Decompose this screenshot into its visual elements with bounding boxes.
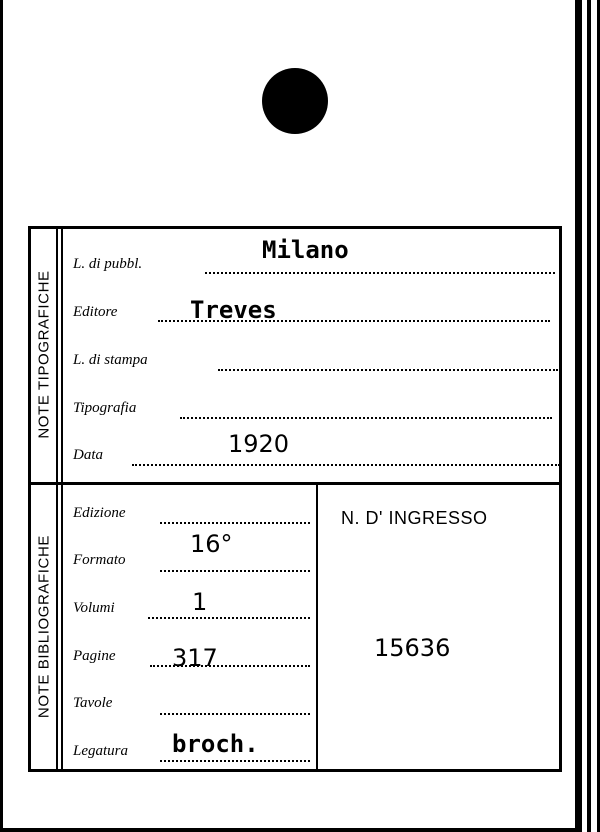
- field-line-luogo-pubbl: [205, 272, 555, 274]
- label-luogo-stampa: L. di stampa: [73, 352, 148, 368]
- value-legatura: broch.: [172, 730, 259, 758]
- side-label-bibliografiche: NOTE BIBLIOGRAFICHE: [35, 534, 53, 719]
- label-legatura: Legatura: [73, 743, 129, 759]
- side-rule: [56, 485, 58, 769]
- field-line-legatura: [160, 760, 310, 762]
- label-edizione: Edizione: [73, 505, 126, 521]
- field-line-data: [132, 464, 560, 466]
- ingresso-title: N. D' INGRESSO: [341, 508, 488, 528]
- value-luogo-pubbl: Milano: [262, 236, 349, 264]
- field-line-tavole: [160, 713, 310, 715]
- value-volumi: 1: [192, 588, 208, 616]
- label-volumi: Volumi: [73, 600, 115, 616]
- value-pagine: 317: [172, 644, 218, 672]
- side-label-tipografiche: NOTE TIPOGRAFICHE: [35, 270, 53, 439]
- label-editore: Editore: [73, 304, 118, 320]
- value-formato: 16°: [190, 530, 233, 558]
- field-line-volumi: [148, 617, 310, 619]
- field-line-formato: [160, 570, 310, 572]
- punch-hole: [262, 68, 328, 134]
- label-tavole: Tavole: [73, 695, 113, 711]
- field-line-luogo-stampa: [218, 369, 558, 371]
- ingresso-number: 15636: [374, 634, 451, 662]
- label-data: Data: [73, 447, 103, 463]
- side-rule: [61, 229, 63, 483]
- side-rule: [61, 485, 63, 769]
- card-edge: [591, 0, 597, 832]
- label-pagine: Pagine: [73, 648, 116, 664]
- value-editore: Treves: [190, 296, 277, 324]
- label-luogo-pubbl: L. di pubbl.: [73, 256, 143, 272]
- section-divider: [28, 482, 562, 485]
- label-tipografia: Tipografia: [73, 400, 137, 416]
- field-line-edizione: [160, 522, 310, 524]
- field-line-tipografia: [180, 417, 552, 419]
- side-rule: [56, 229, 58, 483]
- ingresso-rule: [316, 485, 318, 769]
- card-edge: [582, 0, 587, 832]
- value-data: 1920: [228, 430, 290, 458]
- label-formato: Formato: [73, 552, 126, 568]
